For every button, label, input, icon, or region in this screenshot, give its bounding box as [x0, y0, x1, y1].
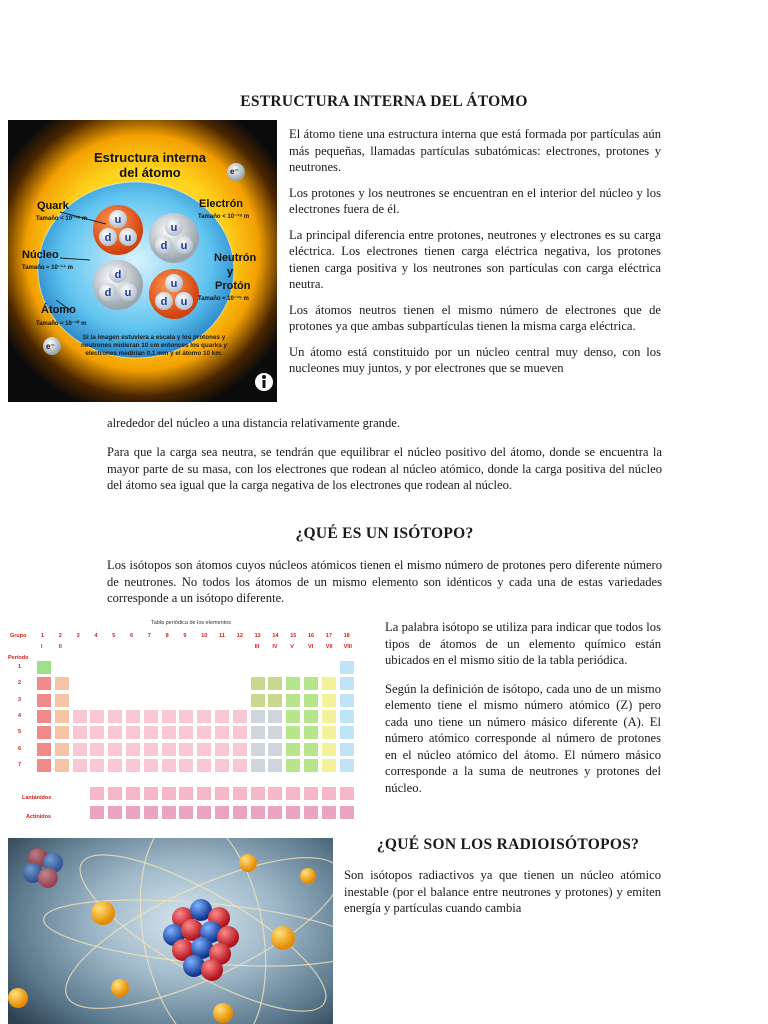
ptable-element-cell [250, 709, 266, 724]
ptable-element-cell [161, 786, 177, 801]
ptable-element-cell [196, 786, 212, 801]
ptable-element-cell [267, 693, 283, 708]
svg-text:d: d [160, 240, 168, 252]
atom-figure-heading-1: Estructura interna [94, 150, 206, 165]
ptable-element-cell [196, 758, 212, 773]
ptable-group-roman: I [41, 644, 43, 650]
ptable-element-cell [178, 725, 194, 740]
isotope-word-paragraph: La palabra isótopo se utiliza para indicar que todos los tipos de átomos de un elemento químico están ubicados en el mismo sitio de la tabla periódica. [385, 620, 661, 667]
svg-text:d: d [114, 269, 122, 281]
proton-label: Protón [215, 280, 251, 292]
ptable-element-cell [143, 805, 159, 820]
ptable-element-cell [89, 725, 105, 740]
ptable-element-cell [54, 709, 70, 724]
ptable-element-cell [232, 709, 248, 724]
ptable-group-number: 1 [41, 633, 45, 639]
ptable-element-cell [89, 742, 105, 757]
ptable-element-cell [267, 786, 283, 801]
ptable-element-cell [285, 742, 301, 757]
radioactive-atom-image [8, 838, 333, 1024]
ptable-element-cell [303, 742, 319, 757]
ptable-element-cell [143, 786, 159, 801]
ptable-element-cell [214, 725, 230, 740]
ptable-element-cell [143, 742, 159, 757]
ptable-element-cell [125, 742, 141, 757]
ptable-element-cell [143, 709, 159, 724]
ptable-element-cell [267, 805, 283, 820]
electron-symbol-top: e⁻ [230, 167, 239, 176]
ptable-element-cell [161, 758, 177, 773]
ptable-element-cell [125, 725, 141, 740]
ptable-group-number: 18 [343, 633, 350, 639]
ptable-element-cell [178, 742, 194, 757]
charge-paragraph: Para que la carga sea neutra, se tendrán que equilibrar el núcleo positivo del átomo, donde se encuentra la mayor parte de su masa, con los electrones que rodean al núcleo atómico, donde la carga positiva del núcleo del átomo sea igual que la carga negativa de los electrones que rodean al núcleo. [107, 445, 662, 492]
svg-text:u: u [124, 287, 132, 299]
ptable-element-cell [250, 805, 266, 820]
ptable-element-cell [303, 725, 319, 740]
ptable-element-cell [267, 709, 283, 724]
quark-label: Quark [37, 200, 69, 212]
ptable-element-cell [250, 693, 266, 708]
ptable-period-number: 2 [18, 680, 22, 687]
atom-size: Tamaño ≈ 10⁻¹⁰ m [36, 321, 87, 327]
ptable-element-cell [339, 786, 355, 801]
ptable-lanthanides-label: Lantánidos [22, 795, 52, 801]
svg-text:u: u [170, 278, 178, 290]
ptable-element-cell [321, 709, 337, 724]
ptable-title: Tabla periódica de los elementos [150, 620, 232, 626]
ptable-group-number: 17 [325, 633, 332, 639]
svg-text:u: u [124, 232, 132, 244]
ptable-element-cell [285, 805, 301, 820]
ptable-element-cell [214, 742, 230, 757]
svg-text:u: u [180, 240, 188, 252]
ptable-element-cell [285, 725, 301, 740]
ptable-element-cell [36, 693, 52, 708]
atom-figure-caption: Si la imagen estuviera a escala y los protones y neutrones midieran 10 cm entonces los quarks y electrones medirían 0,1 mm y el átomo 10 km. [81, 334, 227, 357]
ptable-group-roman: V [290, 644, 294, 650]
isotope-heading: ¿QUÉ ES UN ISÓTOPO? [295, 525, 474, 542]
ptable-element-cell [285, 676, 301, 691]
ptable-element-cell [303, 676, 319, 691]
ptable-element-cell [143, 725, 159, 740]
ptable-element-cell [36, 758, 52, 773]
ptable-element-cell [36, 709, 52, 724]
ptable-grupo-label: Grupo [10, 633, 27, 639]
isotope-definition-paragraph: Según la definición de isótopo, cada uno de un mismo elemento tiene el mismo número atómico (Z) pero cada uno tiene un número másico diferente (A). El número atómico corresponde al número de protones en el núcleo atómico del átomo. El número másico corresponde a la suma de neutrones y protones del núcleo. [385, 681, 661, 795]
ptable-element-cell [54, 676, 70, 691]
ptable-element-cell [214, 786, 230, 801]
ptable-element-cell [107, 758, 123, 773]
ptable-element-cell [285, 693, 301, 708]
ptable-period-number: 1 [18, 664, 22, 670]
ptable-group-number: 4 [94, 633, 98, 639]
ptable-element-cell [267, 676, 283, 691]
ptable-period-number: 6 [18, 745, 22, 752]
ptable-element-cell [339, 725, 355, 740]
svg-text:d: d [160, 296, 168, 308]
ptable-element-cell [143, 758, 159, 773]
ptable-element-cell [303, 709, 319, 724]
nucleus-paragraph-start: Un átomo está constituido por un núcleo central muy denso, con los nucleones muy juntos, y por electrones que se mueven [289, 344, 661, 375]
intro-paragraph-1: El átomo tiene una estructura interna que está formada por partículas aún más pequeñas, llamadas partículas subatómicas: electrones, protones y neutrones. [289, 127, 661, 174]
ptable-element-cell [250, 742, 266, 757]
ptable-element-cell [232, 786, 248, 801]
ptable-element-cell [196, 742, 212, 757]
ptable-element-cell [178, 758, 194, 773]
ptable-group-number: 14 [272, 633, 279, 639]
ptable-group-number: 12 [236, 633, 243, 639]
electron-symbol-bottom: e⁻ [46, 342, 55, 351]
ptable-element-cell [54, 742, 70, 757]
ptable-element-cell [250, 676, 266, 691]
ptable-element-cell [89, 805, 105, 820]
ptable-element-cell [250, 786, 266, 801]
ptable-element-cell [303, 758, 319, 773]
ptable-element-cell [285, 786, 301, 801]
electron-size: Tamaño < 10⁻¹⁸ m [198, 214, 250, 220]
ptable-element-cell [321, 693, 337, 708]
ptable-element-cell [89, 709, 105, 724]
ptable-element-cell [339, 676, 355, 691]
intro-paragraph-4: Los átomos neutros tienen el mismo número de electrones que de protones ya que ambas subpartículas tienen la misma carga eléctrica. [289, 302, 661, 333]
ptable-element-cell [36, 742, 52, 757]
ptable-group-number: 11 [219, 633, 225, 639]
neutron-label: Neutrón [214, 252, 257, 264]
ptable-group-roman: IV [272, 644, 278, 650]
ptable-period-number: 3 [18, 696, 22, 703]
svg-text:u: u [180, 296, 188, 308]
ptable-element-cell [250, 725, 266, 740]
ptable-element-cell [72, 709, 88, 724]
blurred-atom [23, 848, 63, 888]
ptable-element-cell [321, 725, 337, 740]
ptable-element-cell [339, 805, 355, 820]
ptable-element-cell [196, 709, 212, 724]
ptable-group-number: 13 [254, 633, 261, 639]
ptable-element-cell [339, 693, 355, 708]
ptable-element-cell [161, 725, 177, 740]
ptable-element-cell [196, 805, 212, 820]
ptable-element-cell [339, 709, 355, 724]
ptable-element-cell [339, 742, 355, 757]
ptable-element-cell [89, 758, 105, 773]
ptable-element-cell [321, 786, 337, 801]
ptable-element-cell [267, 742, 283, 757]
and-label: y [227, 266, 234, 278]
ptable-group-roman: VI [308, 644, 314, 650]
ptable-element-cell [339, 660, 355, 675]
ptable-period-number: 4 [18, 712, 22, 719]
ptable-element-cell [178, 805, 194, 820]
ptable-element-cell [89, 786, 105, 801]
ptable-group-number: 9 [183, 633, 187, 639]
ptable-element-cell [178, 786, 194, 801]
intro-paragraph-2: Los protones y los neutrones se encuentran en el interior del núcleo y los electrones fuera de él. [289, 185, 661, 216]
ptable-element-cell [125, 758, 141, 773]
svg-text:u: u [170, 222, 178, 234]
ptable-element-cell [107, 805, 123, 820]
ptable-group-number: 6 [130, 633, 134, 639]
nucleus-size: Tamaño ≈ 10⁻¹⁴ m [22, 265, 73, 271]
ptable-element-cell [54, 693, 70, 708]
ptable-element-cell [214, 805, 230, 820]
ptable-element-cell [196, 725, 212, 740]
ptable-element-cell [161, 742, 177, 757]
ptable-element-cell [107, 709, 123, 724]
ptable-period-number: 7 [18, 761, 22, 768]
ptable-element-cell [107, 742, 123, 757]
ptable-element-cell [36, 725, 52, 740]
ptable-element-cell [232, 725, 248, 740]
page-title: ESTRUCTURA INTERNA DEL ÁTOMO [240, 93, 528, 110]
np-size: Tamaño ≈ 10⁻¹⁵ m [198, 296, 249, 302]
ptable-element-cell [107, 786, 123, 801]
radioisotope-paragraph: Son isótopos radiactivos ya que tienen un núcleo atómico inestable (por el balance entre neutrones y protones) y emiten energía y partículas cuando cambia [344, 868, 661, 915]
ptable-element-cell [303, 786, 319, 801]
ptable-group-number: 5 [112, 633, 116, 639]
ptable-group-number: 7 [147, 633, 151, 639]
ptable-element-cell [36, 676, 52, 691]
svg-text:u: u [114, 214, 122, 226]
ptable-element-cell [161, 805, 177, 820]
ptable-element-cell [72, 725, 88, 740]
ptable-group-number: 15 [290, 633, 297, 639]
ptable-element-cell [125, 805, 141, 820]
ptable-element-cell [232, 742, 248, 757]
ptable-element-cell [339, 758, 355, 773]
ptable-element-cell [161, 709, 177, 724]
ptable-group-number: 8 [165, 633, 169, 639]
ptable-group-number: 16 [308, 633, 315, 639]
atom-label: Átomo [41, 304, 76, 316]
ptable-group-number: 10 [201, 633, 208, 639]
atom-illustration-svg [8, 838, 333, 1024]
atom-structure-figure [8, 120, 277, 402]
ptable-group-number: 2 [58, 633, 62, 639]
ptable-element-cell [72, 758, 88, 773]
ptable-period-number: 5 [18, 729, 22, 736]
ptable-group-roman: VIII [343, 644, 352, 650]
ptable-element-cell [54, 725, 70, 740]
nucleus-label: Núcleo [22, 249, 59, 261]
electron-label: Electrón [199, 198, 244, 210]
ptable-element-cell [232, 758, 248, 773]
ptable-element-cell [214, 709, 230, 724]
radioisotope-heading: ¿QUÉ SON LOS RADIOISÓTOPOS? [376, 836, 640, 853]
ptable-element-cell [321, 742, 337, 757]
ptable-element-cell [321, 758, 337, 773]
ptable-element-cell [321, 676, 337, 691]
ptable-element-cell [125, 709, 141, 724]
ptable-element-cell [54, 758, 70, 773]
ptable-element-cell [232, 805, 248, 820]
ptable-element-cell [178, 709, 194, 724]
ptable-element-cell [285, 709, 301, 724]
svg-text:d: d [104, 287, 112, 299]
nucleus-cluster [163, 899, 239, 981]
atom-figure-heading-2: del átomo [119, 165, 181, 180]
ptable-group-number: 3 [76, 633, 80, 639]
ptable-element-cell [267, 725, 283, 740]
svg-text:d: d [104, 232, 112, 244]
ptable-group-roman: II [58, 644, 62, 650]
ptable-element-cell [303, 693, 319, 708]
isotope-paragraph: Los isótopos son átomos cuyos núcleos atómicos tienen el mismo número de protones pero diferente número de neutrones. No todos los átomos de un mismo elemento son idénticos y cada una de estas variedades corresponde a un isótopo diferente. [107, 558, 662, 605]
ptable-element-cell [267, 758, 283, 773]
ptable-element-cell [214, 758, 230, 773]
ptable-element-cell [125, 786, 141, 801]
ptable-actinides-label: Actínidos [26, 814, 52, 820]
nucleus-paragraph-end: alrededor del núcleo a una distancia relativamente grande. [107, 416, 401, 430]
ptable-element-cell [303, 805, 319, 820]
ptable-element-cell [72, 742, 88, 757]
ptable-element-cell [250, 758, 266, 773]
ptable-element-cell [36, 660, 52, 675]
periodic-table [6, 617, 379, 832]
quark-size: Tamaño < 10⁻¹⁸ m [36, 216, 88, 222]
intro-paragraph-3: La principal diferencia entre protones, neutrones y electrones es su carga eléctrica. Los electrones tienen carga eléctrica negativa, los protones tienen carga positiva y los neutrones son partículas con carga eléctrica neutra. [289, 227, 661, 291]
ptable-element-cell [321, 805, 337, 820]
ptable-group-roman: III [254, 644, 260, 650]
ptable-group-roman: VII [325, 644, 333, 650]
ptable-periodo-label: Período [8, 655, 29, 661]
ptable-element-cell [107, 725, 123, 740]
ptable-element-cell [285, 758, 301, 773]
